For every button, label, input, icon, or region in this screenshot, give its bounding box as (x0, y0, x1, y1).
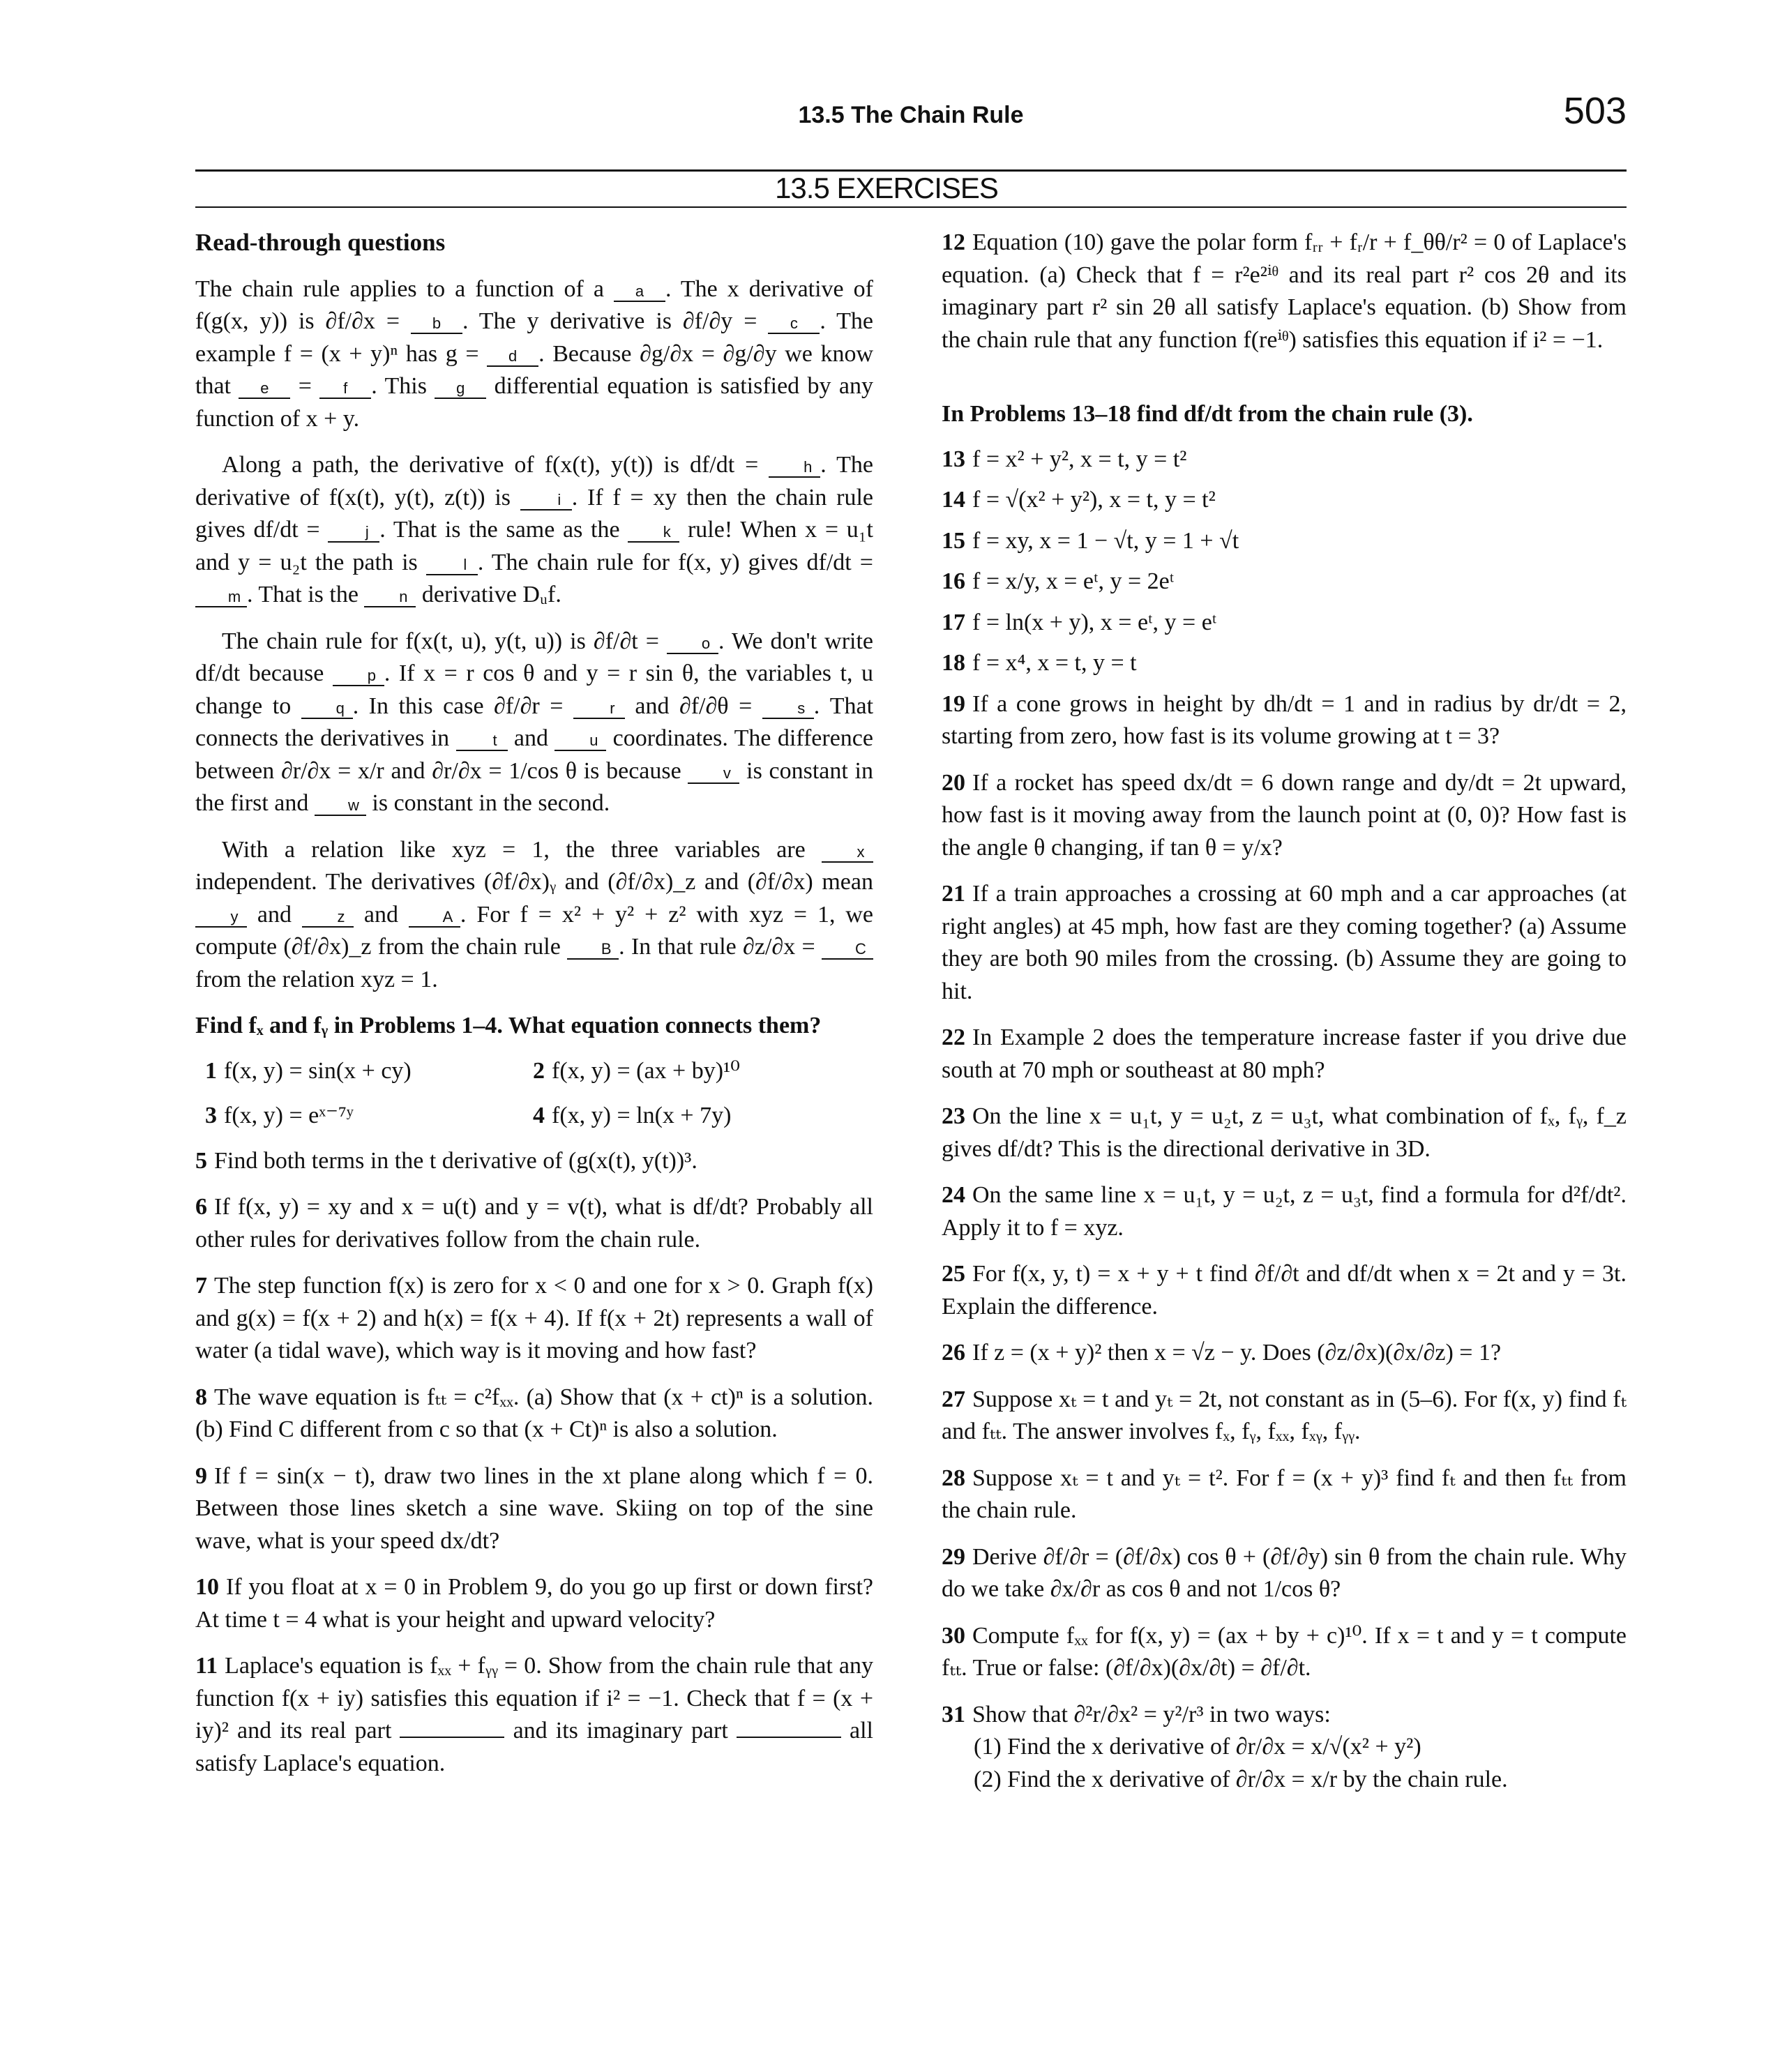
answer-blank: z (302, 908, 354, 928)
problem-number: 11 (195, 1653, 218, 1679)
answer-blank: u (554, 732, 606, 751)
problem-item (195, 1191, 873, 1256)
problem-item (942, 1541, 1627, 1606)
paragraph-text: . Because ∂g/∂x = ∂g/∂y we know that (195, 340, 873, 399)
chain-heading: In Problems 13–18 find df/dt from the chain rule (3). (942, 401, 1473, 427)
answer-blank: v (688, 764, 739, 784)
problem-item (942, 484, 1627, 517)
problem-number: 12 (942, 229, 965, 255)
problem-text: Equation (10) gave the polar form fᵣᵣ + fᵣ/r + f_θθ/r² = 0 of Laplace's equation. (a) Check that f = r²e²ⁱᶿ and its real part r² cos 2θ and its imaginary part r² sin 2θ all satisfy Laplace's equation. (b) Show from the chain rule that any function f(reⁱᶿ) satisfies this equation if i² = −1. (942, 229, 1627, 353)
problem-number: 8 (195, 1384, 207, 1410)
problem-number: 30 (942, 1622, 965, 1649)
problem-text: f = x² + y², x = t, y = t² (972, 446, 1187, 472)
problem-number: 28 (942, 1465, 965, 1491)
problem-number: 27 (942, 1386, 965, 1412)
problem-text: f(x, y) = (ax + by)¹⁰ (552, 1057, 740, 1084)
left-problems (195, 1145, 873, 1637)
problem-item (942, 688, 1627, 753)
problem-item (942, 878, 1627, 1008)
paragraph-text: . In this case ∂f/∂r = (352, 693, 573, 719)
paragraph-text: . In that rule ∂z/∂x = (619, 934, 822, 960)
problem-number: 23 (942, 1103, 965, 1129)
problem-item (942, 1022, 1627, 1087)
problem-text: f(x, y) = eˣ⁻⁷ʸ (224, 1103, 354, 1128)
paragraph-text: = (290, 373, 320, 399)
problem-11 (195, 1650, 873, 1780)
problem-item (195, 1571, 873, 1636)
running-header (195, 90, 1627, 139)
problem-text: and its imaginary part (504, 1718, 737, 1744)
problem-subpart: (2) Find the x derivative of ∂r/∂x = x/r by the chain rule. (974, 1766, 1508, 1792)
answer-blank: a (614, 282, 665, 302)
problem-text: For f(x, y, t) = x + y + t find ∂f/∂t and df/dt when x = 2t and y = 3t. Explain the difference. (942, 1261, 1627, 1319)
problem-item (942, 607, 1627, 640)
problem-item (942, 647, 1627, 680)
answer-blank: q (301, 700, 353, 719)
problem-text: Laplace's equation is fₓₓ + fᵧᵧ = 0. Show from the chain rule that any function f(x + iy) satisfies this equation if i² = −1. Check that f = (x + iy)² and its real part (195, 1653, 873, 1744)
problem-number: 9 (195, 1462, 207, 1489)
read-through-paragraph (195, 449, 873, 612)
paragraph-text: from the relation xyz = 1. (195, 966, 438, 992)
problem-number: 26 (942, 1340, 965, 1366)
problem-item (942, 1179, 1627, 1244)
problem-text: If z = (x + y)² then x = √z − y. Does (∂z/∂x)(∂x/∂z) = 1? (972, 1340, 1502, 1366)
problem-item (195, 1460, 873, 1558)
blank-line (737, 1737, 841, 1738)
problem-number: 19 (942, 690, 965, 717)
read-through-paragraph (195, 626, 873, 820)
problem-text: f(x, y) = sin(x + cy) (224, 1057, 412, 1084)
find-heading: Find fₓ and fᵧ in Problems 1–4. What equation connects them? (195, 1013, 822, 1038)
read-through-paragraphs (195, 273, 873, 997)
problem-item (195, 1382, 873, 1446)
right-problems-a (942, 227, 1627, 356)
problem-item (533, 1055, 882, 1088)
problem-text: Suppose xₜ = t and yₜ = 2t, not constant as in (5–6). For f(x, y) find fₜ and fₜₜ. The answer involves fₓ, fᵧ, fₓₓ, fₓᵧ, fᵧᵧ. (942, 1386, 1627, 1444)
problem-number: 15 (942, 527, 965, 554)
problem-text: f(x, y) = ln(x + 7y) (552, 1103, 732, 1128)
problem-text: If f = sin(x − t), draw two lines in the xt plane along which f = 0. Between those lines sketch a sine wave. Skiing on top of the sine wave, what is your speed dx/dt? (195, 1462, 873, 1554)
problem-number: 13 (942, 446, 965, 472)
left-column (195, 227, 873, 1794)
paragraph-text: independent. The derivatives (∂f/∂x)ᵧ and (∂f/∂x)_z and (∂f/∂x) mean (195, 869, 873, 895)
problem-number: 1 (205, 1057, 217, 1084)
problem-number: 22 (942, 1024, 965, 1050)
problem-item (942, 566, 1627, 598)
read-through-paragraph (195, 834, 873, 997)
right-column (942, 227, 1627, 1810)
problem-text: If a cone grows in height by dh/dt = 1 and in radius by dr/dt = 2, starting from zero, how fast is its volume growing at t = 3? (942, 690, 1627, 749)
problem-number: 25 (942, 1261, 965, 1287)
answer-blank: e (239, 379, 290, 399)
answer-blank: p (333, 667, 384, 686)
paragraph-text: Along a path, the derivative of f(x(t), y(t)) is df/dt = (222, 452, 769, 478)
problem-text: Derive ∂f/∂r = (∂f/∂x) cos θ + (∂f/∂y) sin θ from the chain rule. Why do we take ∂x/∂r as cos θ and not 1/cos θ? (942, 1543, 1627, 1602)
answer-blank: o (667, 635, 718, 654)
page-number: 503 (1563, 90, 1627, 132)
paragraph-text: . This (371, 373, 435, 399)
paragraph-text: coordinates. The difference between ∂r/∂x = x/r and ∂r/∂x = 1/cos θ is because (195, 725, 873, 784)
answer-blank: d (487, 347, 538, 367)
paragraph-text: . If x = r cos θ and y = r sin θ, the variables t, u change to (195, 660, 873, 719)
problem-item (205, 1055, 533, 1088)
problem-text: If you float at x = 0 in Problem 9, do you go up first or down first? At time t = 4 what is your height and upward velocity? (195, 1574, 873, 1633)
answer-blank: C (822, 940, 873, 960)
problem-number: 3 (205, 1103, 217, 1128)
problem-text: If f(x, y) = xy and x = u(t) and y = v(t), what is df/dt? Probably all other rules for derivatives follow from the chain rule. (195, 1194, 873, 1253)
problem-subpart: (1) Find the x derivative of ∂r/∂x = x/√(x² + y²) (974, 1734, 1421, 1760)
problem-text: Suppose xₜ = t and yₜ = t². For f = (x + y)³ find fₜ and then fₜₜ from the chain rule. (942, 1465, 1627, 1523)
paragraph-text: . That is the same as the (379, 517, 628, 543)
problem-31 (942, 1699, 1627, 1797)
answer-blank: r (573, 700, 625, 719)
problem-number: 6 (195, 1194, 207, 1220)
problem-text: On the line x = u₁t, y = u₂t, z = u₃t, what combination of fₓ, fᵧ, f_z gives df/dt? This is the directional derivative in 3D. (942, 1103, 1627, 1162)
paragraph-text: . The x derivative of f(g(x, y)) is ∂f/∂x = (195, 275, 873, 334)
section-title: 13.5 The Chain Rule (798, 102, 1024, 128)
right-problems-b (942, 688, 1627, 1685)
answer-blank: h (769, 458, 820, 478)
paragraph-text: is constant in the second. (365, 790, 610, 816)
answer-blank: i (520, 491, 572, 511)
problem-number: 29 (942, 1543, 965, 1570)
problem-item (942, 1620, 1627, 1685)
problem-number: 18 (942, 650, 965, 676)
paragraph-text: . That is the (247, 582, 365, 607)
problem-item (942, 227, 1627, 356)
problem-item (942, 1258, 1627, 1323)
paragraph-text: and (353, 901, 409, 928)
paragraph-text: . The derivative of f(x(t), y(t), z(t)) is (195, 452, 873, 511)
problem-item (942, 1101, 1627, 1165)
paragraph-text: . The y derivative is ∂f/∂y = (462, 308, 769, 334)
paragraph-text: . The chain rule for f(x, y) gives df/dt = (477, 549, 873, 575)
problem-number: 21 (942, 881, 965, 907)
problem-item (942, 1337, 1627, 1370)
read-through-heading: Read-through questions (195, 229, 446, 256)
problems-13-18 (942, 444, 1627, 680)
answer-blank: j (328, 523, 379, 543)
problem-number: 16 (942, 568, 965, 594)
paragraph-text: . We don't write df/dt because (195, 628, 874, 686)
problems-1-4 (205, 1055, 873, 1133)
paragraph-text: derivative Dᵤf. (416, 582, 561, 607)
problem-number: 20 (942, 769, 965, 796)
problem-text: Compute fₓₓ for f(x, y) = (ax + by + c)¹⁰. If x = t and y = t compute fₜₜ. True or false: (∂f/∂x)(∂x/∂t) = ∂f/∂t. (942, 1622, 1627, 1681)
problem-item (942, 525, 1627, 558)
problem-item (205, 1100, 533, 1133)
problem-text: If a train approaches a crossing at 60 mph and a car approaches (at right angles) at 45 mph, how fast are they coming together? (a) Assume they are both 90 miles from the crossing. (b) Assume they are going to hit. (942, 881, 1627, 1004)
answer-blank: m (195, 588, 247, 607)
blank-line (400, 1737, 504, 1738)
problem-item (942, 1462, 1627, 1527)
problem-text: Find both terms in the t derivative of (g(x(t), y(t))³. (214, 1147, 697, 1174)
problem-text: f = x⁴, x = t, y = t (972, 650, 1137, 676)
problem-item (942, 1384, 1627, 1449)
problem-number: 14 (942, 487, 965, 513)
problem-number: 31 (942, 1701, 965, 1727)
problem-number: 5 (195, 1147, 207, 1174)
problem-number: 10 (195, 1574, 219, 1600)
answer-blank: t (456, 732, 508, 751)
problem-text: Show that ∂²r/∂x² = y²/r³ in two ways: (972, 1701, 1331, 1727)
answer-blank: A (409, 908, 460, 928)
answer-blank: w (315, 796, 366, 816)
divider-bottom (195, 206, 1627, 208)
problem-item (942, 767, 1627, 865)
paragraph-text: rule! When x = u₁t and y = u₂t the path is (195, 517, 873, 575)
problem-text: In Example 2 does the temperature increase faster if you drive due south at 70 mph or southeast at 80 mph? (942, 1024, 1627, 1083)
read-through-paragraph (195, 273, 873, 436)
paragraph-text: and (507, 725, 555, 751)
answer-blank: x (822, 843, 873, 863)
problem-text: The wave equation is fₜₜ = c²fₓₓ. (a) Show that (x + ct)ⁿ is a solution. (b) Find C different from c so that (x + Ct)ⁿ is also a solution. (195, 1384, 873, 1442)
answer-blank: n (364, 588, 416, 607)
problem-item (195, 1145, 873, 1178)
answer-blank: l (426, 556, 478, 575)
answer-blank: f (319, 379, 371, 399)
problem-text: On the same line x = u₁t, y = u₂t, z = u₃t, find a formula for d²f/dt². Apply it to f = xyz. (942, 1182, 1627, 1241)
problem-text: The step function f(x) is zero for x < 0 and one for x > 0. Graph f(x) and g(x) = f(x + 2) and h(x) = f(x + 4). If f(x + 2t) represents a wall of water (a tidal wave), which way is it moving and how fast? (195, 1273, 873, 1363)
problem-text: all satisfy Laplace's equation. (195, 1718, 873, 1776)
problem-text: f = xy, x = 1 − √t, y = 1 + √t (972, 527, 1239, 554)
paragraph-text: . That connects the derivatives in (195, 693, 874, 751)
answer-blank: B (567, 940, 619, 960)
problem-number: 24 (942, 1182, 965, 1208)
paragraph-text: and ∂f/∂θ = (624, 693, 762, 719)
paragraph-text: The chain rule applies to a function of a (195, 275, 614, 302)
problem-text: If a rocket has speed dx/dt = 6 down range and dy/dt = 2t upward, how fast is it moving away from the launch point at (0, 0)? How fast is the angle θ changing, if tan θ = y/x? (942, 769, 1627, 861)
paragraph-text: . If f = xy then the chain rule gives df/dt = (195, 484, 874, 543)
problem-item (942, 444, 1627, 476)
problem-item (533, 1100, 882, 1133)
answer-blank: k (628, 523, 679, 543)
answer-blank: y (195, 908, 247, 928)
problem-text: f = x/y, x = eᵗ, y = 2eᵗ (972, 568, 1175, 594)
answer-blank: b (411, 315, 462, 334)
answer-blank: s (762, 700, 814, 719)
answer-blank: g (435, 379, 486, 399)
exercises-title: 13.5 EXERCISES (775, 172, 998, 204)
problem-text: f = ln(x + y), x = eᵗ, y = eᵗ (972, 609, 1217, 635)
problem-number: 7 (195, 1273, 207, 1299)
problem-number: 2 (533, 1057, 545, 1084)
problem-number: 17 (942, 609, 965, 635)
paragraph-text: differential equation is satisfied by any function of x + y. (195, 373, 873, 432)
problem-item (195, 1270, 873, 1368)
paragraph-text: is constant in the first and (195, 757, 873, 816)
paragraph-text: . The example f = (x + y)ⁿ has g = (195, 308, 873, 367)
paragraph-text: and (247, 901, 302, 928)
problem-text: f = √(x² + y²), x = t, y = t² (972, 487, 1216, 513)
paragraph-text: With a relation like xyz = 1, the three variables are (222, 836, 822, 863)
problem-number: 4 (533, 1103, 545, 1128)
paragraph-text: The chain rule for f(x(t, u), y(t, u)) is ∂f/∂t = (222, 628, 667, 654)
answer-blank: c (768, 315, 820, 334)
paragraph-text: . For f = x² + y² + z² with xyz = 1, we compute (∂f/∂x)_z from the chain rule (195, 901, 874, 960)
